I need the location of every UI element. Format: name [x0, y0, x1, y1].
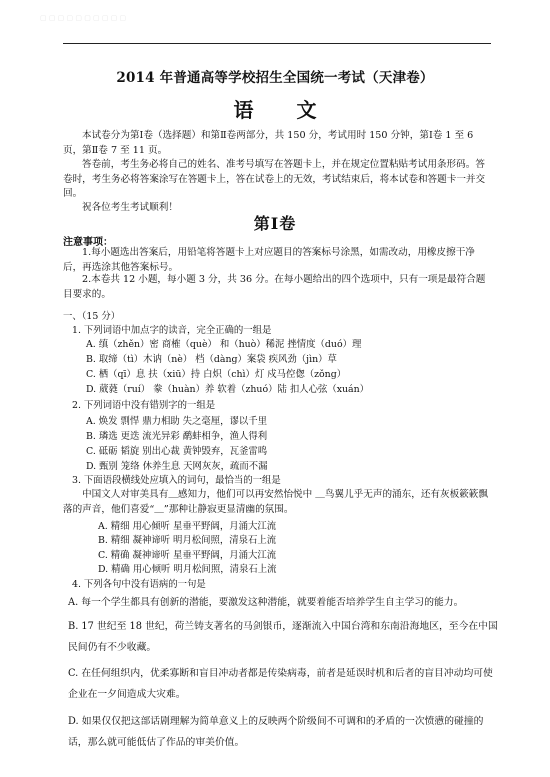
- q3-option-a: A. 精细 用心倾听 星垂平野阔，月涌大江流: [98, 521, 277, 532]
- part-heading: 一、（15 分）: [63, 311, 121, 322]
- q3-option-d: D. 精确 用心倾听 明月松间照，清泉石上流: [98, 564, 277, 575]
- subject-title: 语 文: [233, 98, 335, 122]
- watermark: ▢ ▢ ▢ ▢ ▢ ▢ ▢ ▢ ▢ ▢: [40, 14, 127, 22]
- q1-option-c: C. 栖（qī）息 扶（xiū）持 白炽（chì）灯 戍马倥偬（zǒng）: [86, 369, 347, 380]
- q3-option-c: C. 精确 凝神谛听 星垂平野阔，月涌大江流: [98, 550, 277, 561]
- intro-paragraph-2: 答卷前，考生务必将自己的姓名、准考号填写在答题卡上，并在规定位置粘贴考试用条形码。答卷时，考生务必将答案涂写在答题卡上，答在试卷上的无效，考试结束后，将本试卷和答题卡一并交回。: [63, 159, 486, 200]
- q1-option-d: D. 葳蕤（ruí） 豢（huàn）养 软着（zhuó）陆 扣人心弦（xuán）: [86, 384, 370, 395]
- q2-option-d: D. 甄别 笼络 休养生息 天网灰灰，疏而不漏: [86, 461, 268, 472]
- q4-option-b: B. 17 世纪至 18 世纪，荷兰铸支著名的马剑银币，逐渐流入中国台湾和东南沿海地区，至今在中国民间仍有不少收藏。: [68, 621, 498, 653]
- section-title: 第Ⅰ卷: [253, 214, 297, 233]
- notice-label: 注意事项：: [63, 237, 113, 248]
- intro-paragraph-3: 祝各位考生考试顺利！: [82, 202, 178, 213]
- notice-item-1: 1.每小题选出答案后，用铅笔将答题卡上对应题目的答案标号涂黑，如需改动，用橡皮擦干净后，再选涂其他答案标号。: [63, 247, 475, 273]
- q1-option-b: B. 取缔（tì）木讷（nè） 档（dàng）案袋 疾风劲（jìn）草: [86, 354, 337, 365]
- top-rule: [63, 43, 491, 44]
- q2-option-b: B. 璘选 更迭 流光异彩 鹬蚌相争，渔人得利: [86, 431, 268, 442]
- q1-option-a: A. 缜（zhěn）密 商榷（què） 和（huò）稀泥 挫情度（duó）理: [86, 339, 362, 350]
- question-1-stem: 1. 下列词语中加点字的读音，完全正确的一组是: [72, 325, 272, 336]
- q4-option-d: D. 如果仅仅把这部话剧理解为简单意义上的反映两个阶级间不可调和的矛盾的一次愤懑的碰撞的话，那么就可能低估了作品的审美价值。: [68, 716, 484, 748]
- question-3-stem: 3. 下面语段横线处应填入的词句，最恰当的一组是: [72, 475, 281, 486]
- q3-option-b: B. 精细 凝神谛听 明月松间照，清泉石上流: [98, 535, 277, 546]
- q2-option-c: C. 砥砺 韬旋 别出心裁 黄钟毁弃，瓦釜雷鸣: [86, 446, 268, 457]
- question-2-stem: 2. 下列词语中没有错别字的一组是: [72, 400, 216, 411]
- q2-option-a: A. 焕发 剽悍 鼎力相助 失之毫厘，谬以千里: [86, 416, 268, 427]
- q4-option-c: C. 在任何组织内，优柔寡断和盲目冲动者都是传染病毒，前者是延误时机和后者的盲目冲动均可使企业在一夕间造成大灾难。: [68, 668, 493, 700]
- exam-title: 2014 年普通高等学校招生全国统一考试（天津卷）: [116, 70, 434, 86]
- intro-paragraph-1: 本试卷分为第Ⅰ卷（选择题）和第Ⅱ卷两部分，共 150 分，考试用时 150 分钟，第Ⅰ卷 1 至 6 页，第Ⅱ卷 7 至 11 页。: [63, 130, 474, 156]
- question-4-stem: 4. 下列各句中没有语病的一句是: [72, 579, 206, 590]
- notice-item-2: 2.本卷共 12 小题，每小题 3 分，共 36 分。在每小题给出的四个选项中，只有一项是最符合题目要求的。: [63, 274, 486, 300]
- q4-option-a: A. 每一个学生都具有创新的潜能，要激发这种潜能，就要着能否培养学生自主学习的能力。: [68, 597, 464, 608]
- question-3-text: 中国文人对审美具有＿感知力，他们可以再安然怡悦中 ＿鸟翼儿乎无声的涌东，还有灰板簌簌飘落的声音，他们喜爱“＿”那种让静寂更显清幽的氛围。: [63, 489, 488, 515]
